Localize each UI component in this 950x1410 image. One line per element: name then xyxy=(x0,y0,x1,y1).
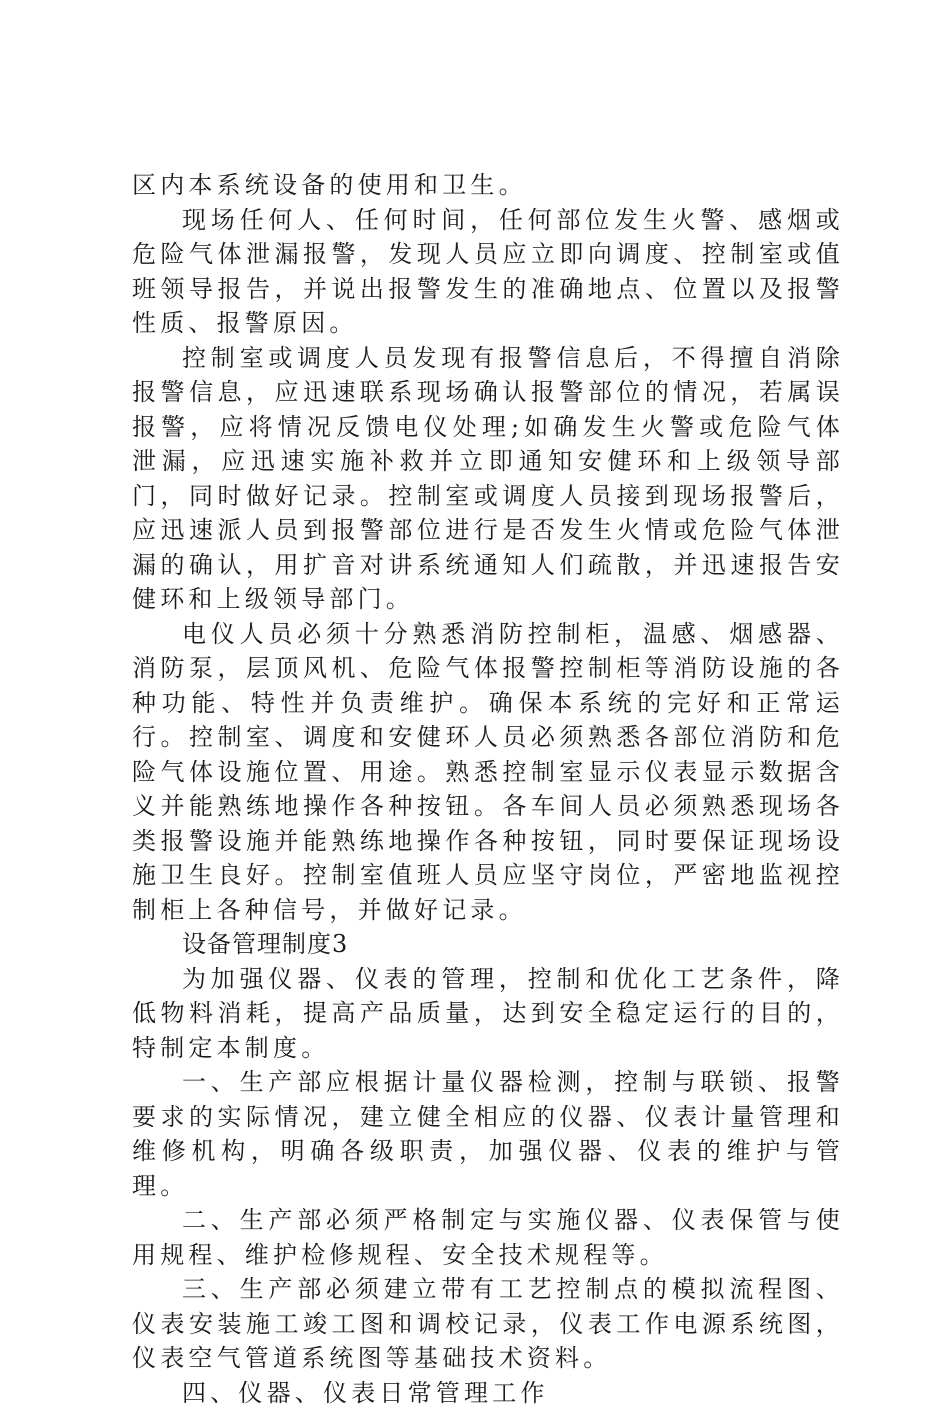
paragraph-continuation: 区内本系统设备的使用和卫生。 xyxy=(132,168,844,203)
document-body xyxy=(132,168,844,1410)
paragraph-item-1: 一、生产部应根据计量仪器检测，控制与联锁、报警要求的实际情况，建立健全相应的仪器、仪表计量管理和维修机构，明确各级职责，加强仪器、仪表的维护与管理。 xyxy=(132,1065,844,1203)
paragraph-fire-alarm-reporting: 现场任何人、任何时间，任何部位发生火警、感烟或危险气体泄漏报警，发现人员应立即向调度、控制室或值班领导报告，并说出报警发生的准确地点、位置以及报警性质、报警原因。 xyxy=(132,203,844,341)
section-heading: 设备管理制度3 xyxy=(132,927,844,962)
paragraph-purpose: 为加强仪器、仪表的管理，控制和优化工艺条件，降低物料消耗，提高产品质量，达到安全稳定运行的目的，特制定本制度。 xyxy=(132,962,844,1066)
paragraph-control-room-response: 控制室或调度人员发现有报警信息后，不得擅自消除报警信息，应迅速联系现场确认报警部位的情况，若属误报警，应将情况反馈电仪处理;如确发生火警或危险气体泄漏，应迅速实施补救并立即通知安健环和上级领导部门，同时做好记录。控制室或调度人员接到现场报警后，应迅速派人员到报警部位进行是否发生火情或危险气体泄漏的确认，用扩音对讲系统通知人们疏散，并迅速报告安健环和上级领导部门。 xyxy=(132,341,844,617)
paragraph-item-3: 三、生产部必须建立带有工艺控制点的模拟流程图、仪表安装施工竣工图和调校记录，仪表工作电源系统图，仪表空气管道系统图等基础技术资料。 xyxy=(132,1272,844,1376)
paragraph-electrical-staff-duties: 电仪人员必须十分熟悉消防控制柜，温感、烟感器、消防泵，层顶风机、危险气体报警控制柜等消防设施的各种功能、特性并负责维护。确保本系统的完好和正常运行。控制室、调度和安健环人员必须熟悉各部位消防和危险气体设施位置、用途。熟悉控制室显示仪表显示数据含义并能熟练地操作各种按钮。各车间人员必须熟悉现场各类报警设施并能熟练地操作各种按钮，同时要保证现场设施卫生良好。控制室值班人员应坚守岗位，严密地监视控制柜上各种信号，并做好记录。 xyxy=(132,617,844,928)
paragraph-item-2: 二、生产部必须严格制定与实施仪器、仪表保管与使用规程、维护检修规程、安全技术规程等。 xyxy=(132,1203,844,1272)
paragraph-item-4: 四、仪器、仪表日常管理工作 xyxy=(132,1376,844,1410)
